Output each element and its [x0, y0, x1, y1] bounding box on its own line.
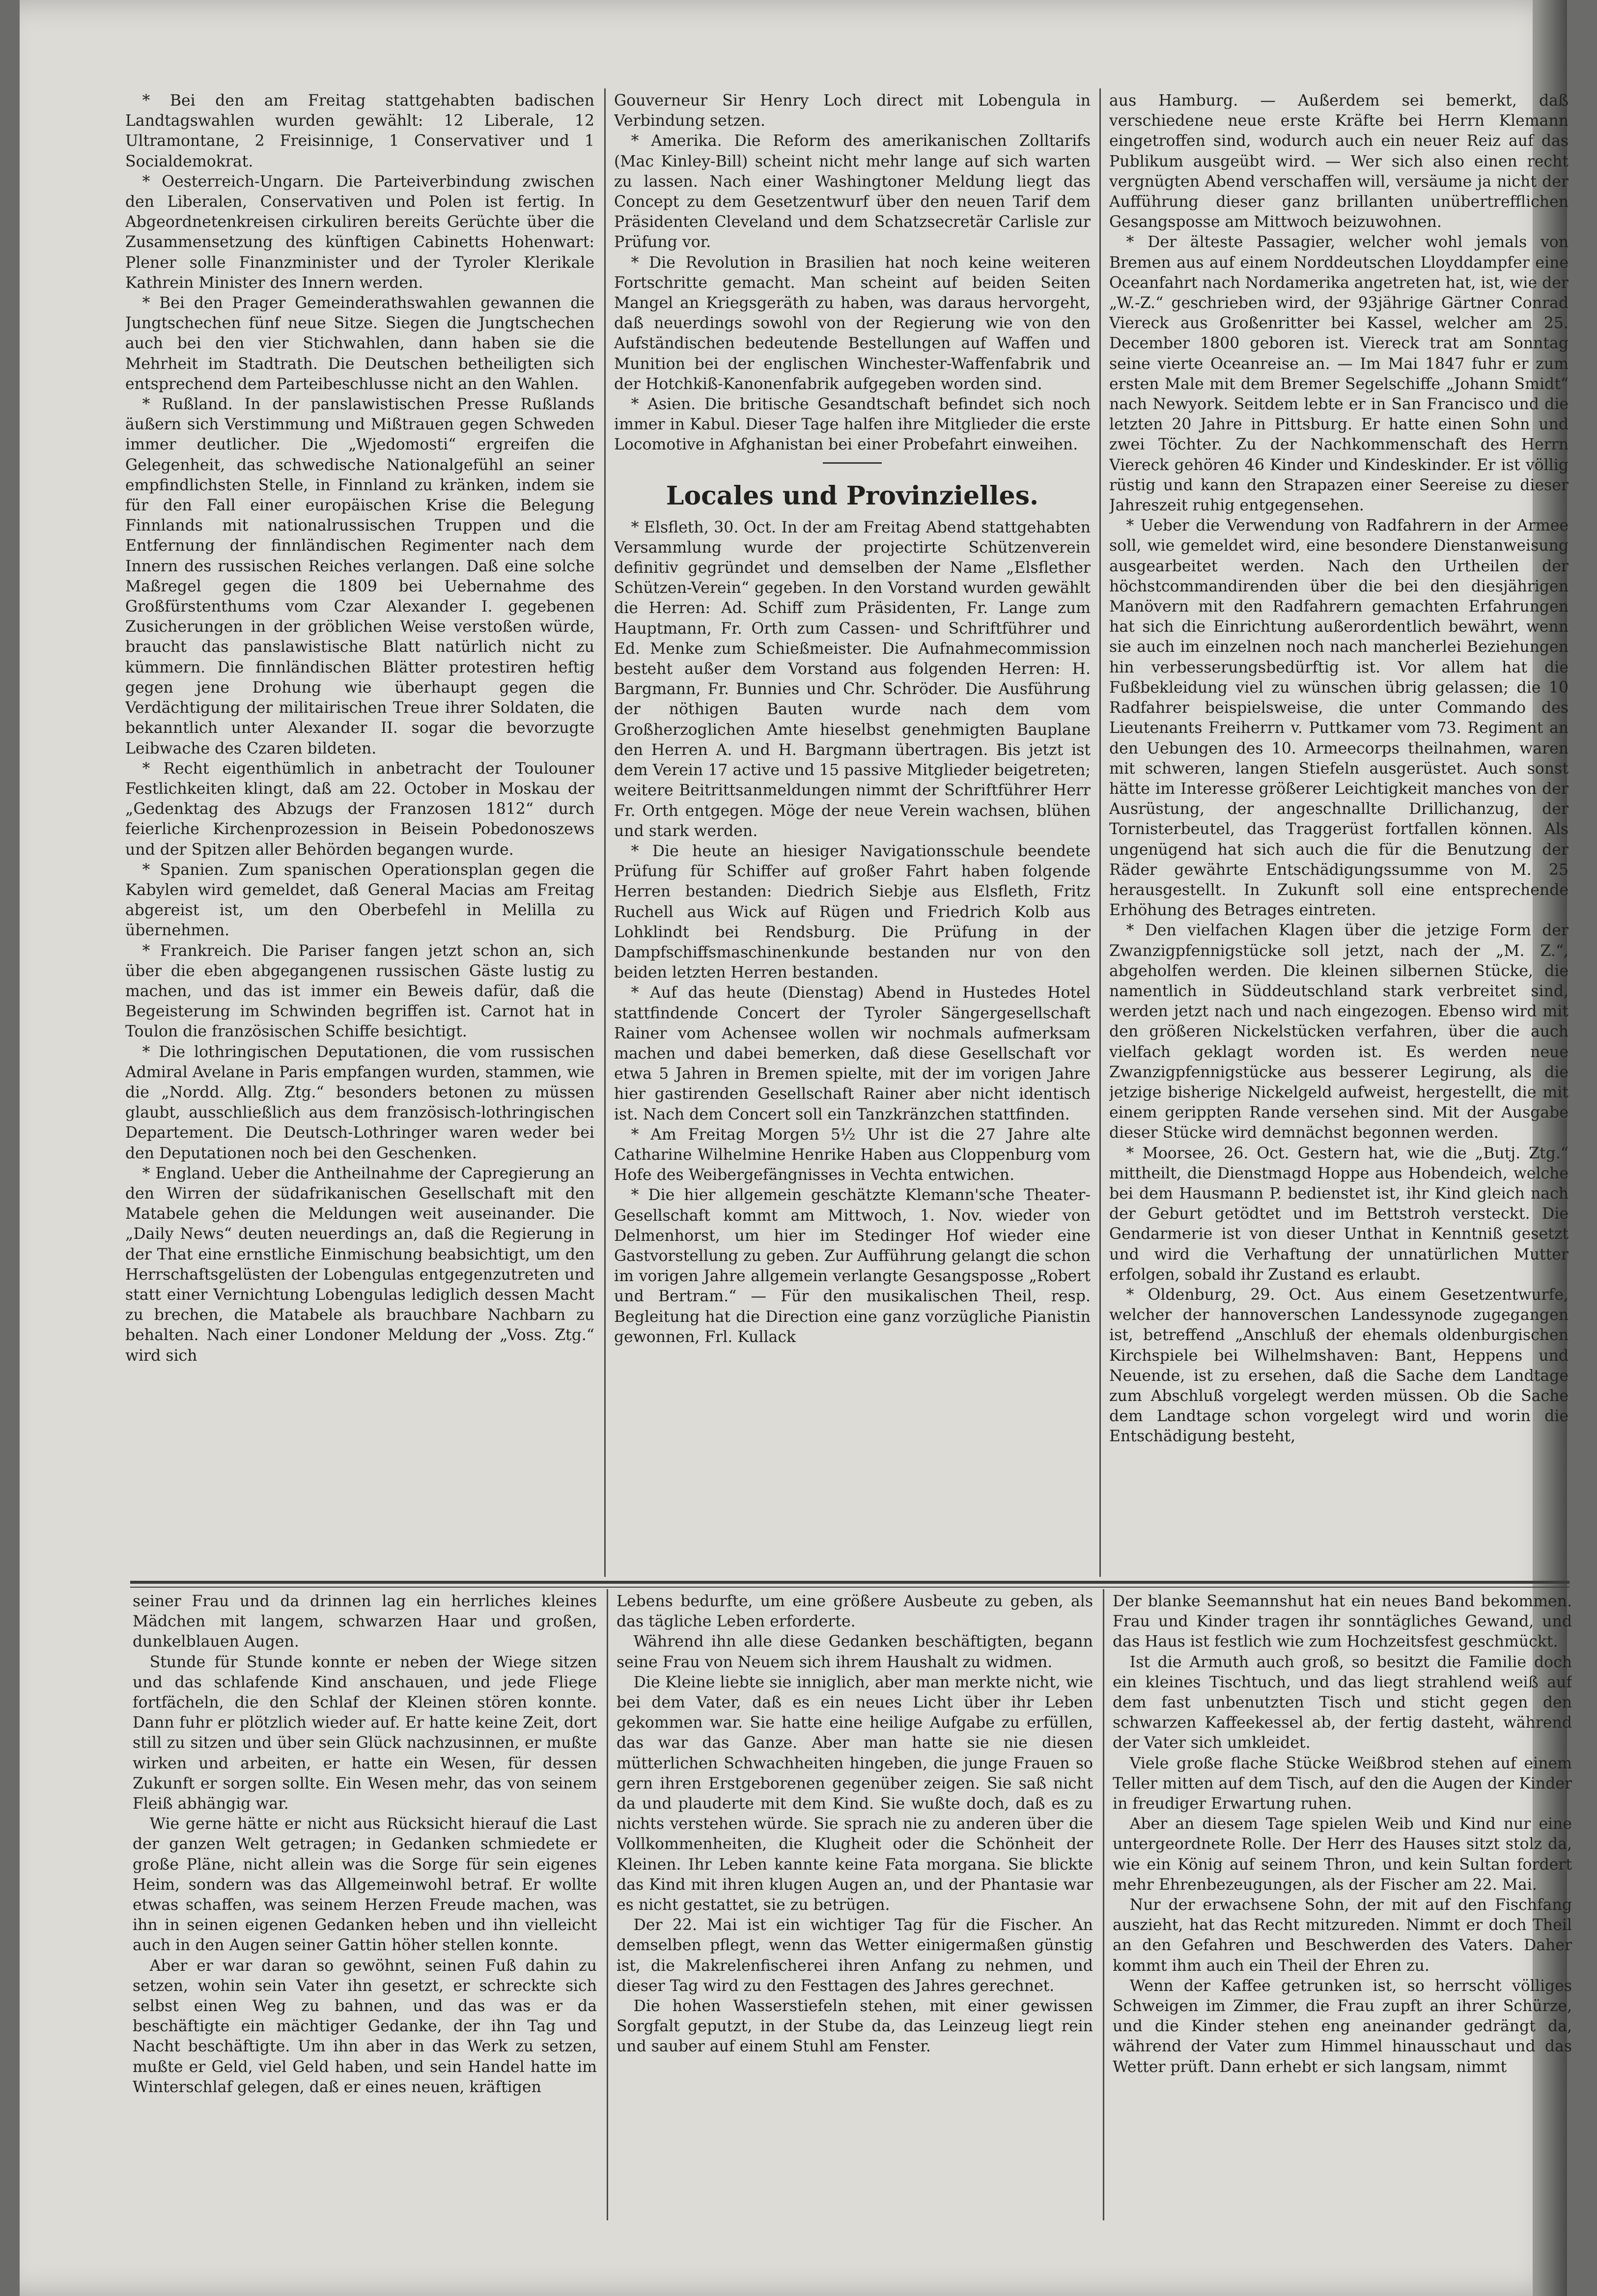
- paragraph: * Die lothringischen Deputationen, die vom russischen Admiral Avelane in Paris empfangen wurden, stammen, wie die „Nordd. Allg. Ztg.“ besonders betonen zu müssen glaubt, ausschließlich aus dem französisch-lothringischen Departement. Die Deutsch-Lothringer waren weder bei den Deputationen noch bei den Geschenken.: [125, 1043, 594, 1162]
- paragraph: * Rußland. In der panslawistischen Presse Rußlands äußern sich Verstimmung und Mißtrauen gegen Schweden immer deutlicher. Die „Wjedomosti“ ergreifen die Gelegenheit, das schwedische Nationalgefühl an seiner empfindlichsten Stelle, in Finnland zu kränken, indem sie für den Fall einer europäischen Krise die Belegung Finnlands mit nationalrussischen Truppen und die Entfernung der finnländischen Regimenter nach dem Innern des russischen Reiches verlangen. Daß eine solche Maßregel gegen die 1809 bei Uebernahme des Großfürstenthums vom Czar Alexander I. gegebenen Zusicherungen in der gröblichen Weise verstoßen würde, braucht das panslawistische Blatt natürlich nicht zu kümmern. Die finnländischen Blätter protestiren heftig gegen jene Drohung wie überhaupt gegen die Verdächtigung der militairischen Treue ihrer Soldaten, die bekanntlich unter Alexander II. sogar die bevorzugte Leibwache des Czaren bildeten.: [125, 395, 594, 757]
- paragraph: * Amerika. Die Reform des amerikanischen Zolltarifs (Mac Kinley-Bill) scheint nicht mehr lange auf sich warten zu lassen. Nach einer Washingtoner Meldung liegt das Concept zu dem Gesetzentwurf über den neuen Tarif dem Präsidenten Cleveland und dem Schatzsecretär Carlisle zur Prüfung vor.: [614, 132, 1091, 252]
- feuilleton-column-1: [133, 1592, 597, 2220]
- paragraph: Die Kleine liebte sie inniglich, aber man merkte nicht, wie bei dem Vater, daß es ein neues Licht über ihr Leben gekommen war. Sie hatte eine heilige Aufgabe zu erfüllen, das war das Ganze. Aber man hatte sie nie diesen mütterlichen Schwachheiten hingeben, die junge Frauen so gern ihren Erstgeborenen gegenüber zeigen. Sie saß nicht da und plauderte mit dem Kind. Sie wußte doch, daß es zu nichts verstehen würde. Sie sprach nie zu anderen über die Vollkommenheiten, die Klugheit oder die Schönheit der Kleinen. Ihr Leben kannte keine Fata morgana. Sie blickte das Kind mit ihren klugen Augen an, und der Phantasie war es nicht gestattet, sie zu betrügen.: [616, 1673, 1093, 1914]
- column-divider: [1099, 88, 1101, 1577]
- news-column-1: [125, 91, 594, 1577]
- feuilleton-column-3: [1113, 1592, 1572, 2220]
- paragraph: Die hohen Wasserstiefeln stehen, mit einer gewissen Sorgfalt geputzt, in der Stube da, das Leinzeug liegt rein und sauber auf einem Stuhl am Fenster.: [616, 1997, 1093, 2056]
- paragraph: Gouverneur Sir Henry Loch direct mit Lobengula in Verbindung setzen.: [614, 92, 1091, 130]
- paragraph: * Bei den am Freitag stattgehabten badischen Landtagswahlen wurden gewählt: 12 Liberale, 12 Ultramontane, 2 Freisinnige, 1 Conservativer und 1 Socialdemokrat.: [125, 92, 594, 170]
- paragraph: Stunde für Stunde konnte er neben der Wiege sitzen und das schlafende Kind anschauen, und jede Fliege fortfächeln, die den Schlaf der Kleinen stören konnte. Dann fuhr er plötzlich wieder auf. Er hatte keine Zeit, dort still zu sitzen und über sein Glück nachzusinnen, er mußte wirken und arbeiten, er hatte ein Wesen, für dessen Zukunft er sorgen sollte. Ein Wesen mehr, das von seinem Fleiß abhängig war.: [133, 1653, 597, 1813]
- newspaper-page: [20, 0, 1572, 2296]
- column-divider: [604, 88, 606, 1577]
- paragraph: * Asien. Die britische Gesandtschaft befindet sich noch immer in Kabul. Dieser Tage halfen ihre Mitglieder die erste Locomotive in Afghanistan bei einer Probefahrt einweihen.: [614, 395, 1091, 454]
- news-column-2-local: [614, 518, 1091, 1347]
- paragraph: Wie gerne hätte er nicht aus Rücksicht hierauf die Last der ganzen Welt getragen; in Gedanken schmiedete er große Pläne, nicht allein was die Sorge für sein eigenes Heim, sondern was das Allgemeinwohl betraf. Er wollte etwas schaffen, was seinem Herzen Freude machen, was ihn in seinen eigenen Gedanken heben und ihn vielleicht auch in den Augen seiner Gattin höher stellen konnte.: [133, 1815, 597, 1955]
- paragraph: * England. Ueber die Antheilnahme der Capregierung an den Wirren der südafrikanischen Gesellschaft mit den Matabele gehen die Meldungen weit auseinander. Die „Daily News“ deuten neuerdings an, daß die Regierung in der That eine ernstliche Einmischung beabsichtigt, um den Herrschaftsgelüsten der Lobengulas entgegenzutreten und statt einer Vernichtung Lobengulas lediglich dessen Macht zu brechen, die Matabele als brauchbare Nachbarn zu behalten. Nach einer Londoner Meldung der „Voss. Ztg.“ wird sich: [125, 1164, 594, 1365]
- paragraph: * Den vielfachen Klagen über die jetzige Form der Zwanzigpfennigstücke soll jetzt, nach der „M. Z.“, abgeholfen werden. Die kleinen silbernen Stücke, die namentlich in Süddeutschland stark verbreitet sind, werden jetzt nach und nach eingezogen. Ebenso wird mit den größeren Nickelstücken verfahren, über die auch vielfach geklagt worden ist. Es werden neue Zwanzigpfennigstücke aus besserer Legirung, als die jetzige bisherige Nickelgeld aufweist, hergestellt, die mit einem gerippten Rande versehen sind. Mit der Ausgabe dieser Stücke wird demnächst begonnen werden.: [1109, 922, 1569, 1142]
- paragraph: Der blanke Seemannshut hat ein neues Band bekommen. Frau und Kinder tragen ihr sonntägliches Gewand, und das Haus ist festlich wie zum Hochzeitsfest geschmückt.: [1113, 1593, 1572, 1651]
- column-divider: [607, 1589, 608, 2220]
- paragraph: * Elsfleth, 30. Oct. In der am Freitag Abend stattgehabten Versammlung wurde der projectirte Schützenverein definitiv gegründet und demselben der Name „Elsflether Schützen-Verein“ gegeben. In den Vorstand wurden gewählt die Herren: Ad. Schiff zum Präsidenten, Fr. Lange zum Hauptmann, Fr. Orth zum Cassen- und Schriftführer und Ed. Menke zum Schießmeister. Die Aufnahmecommission besteht außer dem Vorstand aus folgenden Herren: H. Bargmann, Fr. Bunnies und Chr. Schröder. Die Ausführung der nöthigen Bauten wurde nach dem vom Großherzoglichen Amte hieselbst genehmigten Bauplane den Herren A. und H. Bargmann übertragen. Bis jetzt ist dem Verein 17 active und 15 passive Mitglieder beigetreten; weitere Beitrittsanmeldungen nimmt der Schriftführer Herr Fr. Orth entgegen. Möge der neue Verein wachsen, blühen und stark werden.: [614, 518, 1091, 840]
- paragraph: * Die hier allgemein geschätzte Klemann'sche Theater-Gesellschaft kommt am Mittwoch, 1. Nov. wieder von Delmenhorst, um hier im Stedinger Hof wieder eine Gastvorstellung zu geben. Zur Aufführung gelangt die schon im vorigen Jahre allgemein verlangte Gesangsposse „Robert und Bertram.“ — Für den musikalischen Theil, resp. Begleitung hat die Direction eine ganz vorzügliche Pianistin gewonnen, Frl. Kullack: [614, 1186, 1091, 1346]
- feuilleton-column-2: [616, 1592, 1093, 2220]
- feuilleton-rule-thin: [130, 1587, 1569, 1588]
- paragraph: * Spanien. Zum spanischen Operationsplan gegen die Kabylen wird gemeldet, daß General Macias am Freitag abgereist ist, um den Oberbefehl in Melilla zu übernehmen.: [125, 861, 594, 940]
- paragraph: * Frankreich. Die Pariser fangen jetzt schon an, sich über die eben abgegangenen russischen Gäste lustig zu machen, und das ist immer ein Beweis dafür, daß die Begeisterung im Schwinden begriffen ist. Carnot hat in Toulon die französischen Schiffe besichtigt.: [125, 942, 594, 1041]
- feuilleton-rule: [130, 1581, 1569, 1584]
- paragraph: * Recht eigenthümlich in anbetracht der Toulouner Festlichkeiten klingt, daß am 22. October in Moskau der „Gedenktag des Abzugs der Franzosen 1812“ durch feierliche Kirchenprozession in Beisein Pobedonoszews und der Spitzen aller Behörden begangen wurde.: [125, 759, 594, 859]
- paragraph: * Am Freitag Morgen 5½ Uhr ist die 27 Jahre alte Catharine Wilhelmine Henrike Haben aus Cloppenburg vom Hofe des Weibergefängnisses in Vechta entwichen.: [614, 1125, 1091, 1184]
- column-divider: [1103, 1589, 1104, 2220]
- paragraph: Aber er war daran so gewöhnt, seinen Fuß dahin zu setzen, wohin sein Vater ihn gesetzt, er schreckte sich selbst einen Weg zu bahnen, und das was er da beschäftigte ein mächtiger Gedanke, der ihn Tag und Nacht beschäftigte. Um ihn aber in das Werk zu setzen, mußte er Geld, viel Geld haben, und sein Handel hatte im Winterschlaf gelegen, daß er eines neuen, kräftigen: [133, 1957, 597, 2096]
- section-rule: [823, 462, 882, 464]
- paragraph: * Oesterreich-Ungarn. Die Parteiverbindung zwischen den Liberalen, Conservativen und Polen ist fertig. In Abgeordnetenkreisen cirkuliren bereits Gerüchte über die Zusammensetzung des künftigen Cabinetts Hohenwart: Plener solle Finanzminister und der Tyroler Klerikale Kathrein Minister des Innern werden.: [125, 172, 594, 292]
- paragraph: * Oldenburg, 29. Oct. Aus einem Gesetzentwurfe, welcher der hannoverschen Landessynode zugegangen ist, betreffend „Anschluß der ehemals oldenburgischen Kirchspiele bei Wilhelmshaven: Bant, Heppens und Neuende, ist zu ersehen, daß die Sache dem Landtage zum Abschluß vorgelegt werden müssen. Ob die Sache dem Landtage schon vorgelegt wird und worin die Entschädigung besteht,: [1109, 1286, 1569, 1446]
- paragraph: Nur der erwachsene Sohn, der mit auf den Fischfang auszieht, hat das Recht mitzureden. Nimmt er doch Theil an den Gefahren und Beschwerden des Vaters. Daher kommt ihm auch ein Theil der Ehren zu.: [1113, 1896, 1572, 1975]
- paragraph: Lebens bedurfte, um eine größere Ausbeute zu geben, als das tägliche Leben erforderte.: [616, 1593, 1093, 1631]
- paragraph: * Auf das heute (Dienstag) Abend in Hustedes Hotel stattfindende Concert der Tyroler Sängergesellschaft Rainer vom Achensee wollen wir nochmals aufmerksam machen und dabei bemerken, daß diese Gesellschaft vor etwa 5 Jahren in Bremen spielte, mit der im vorigen Jahre hier gastirenden Gesellschaft Rainer aber nicht identisch ist. Nach dem Concert soll ein Tanzkränzchen stattfinden.: [614, 984, 1091, 1123]
- paragraph: * Moorsee, 26. Oct. Gestern hat, wie die „Butj. Ztg.“ mittheilt, die Dienstmagd Hoppe aus Hobendeich, welche bei dem Hausmann P. bedienstet ist, ihr Kind gleich nach der Geburt getödtet und im Bettstroh versteckt. Die Gendarmerie ist von dieser Unthat in Kenntniß gesetzt und wird die Verhaftung der unnatürlichen Mutter erfolgen, sobald ihr Zustand es erlaubt.: [1109, 1144, 1569, 1284]
- paragraph: * Ueber die Verwendung von Radfahrern in der Armee soll, wie gemeldet wird, eine besondere Dienstanweisung ausgearbeitet werden. Nach den Urtheilen der höchstcommandirenden über die bei den diesjährigen Manövern mit den Radfahrern gemachten Erfahrungen hat sich die Einrichtung außerordentlich bewährt, wenn sie auch im einzelnen noch nach mancherlei Beziehungen hin verbesserungsbedürftig ist. Vor allem hat die Fußbekleidung viel zu wünschen übrig gelassen; die 10 Radfahrer beispielsweise, die unter Commando des Lieutenants Freiherrn v. Puttkamer vom 73. Regiment an den Uebungen des 10. Armeecorps theilnahmen, waren mit schweren, langen Stiefeln ausgerüstet. Auch sonst hätte im Interesse größerer Leichtigkeit manches von der Ausrüstung, der angeschnallte Drillichanzug, der Tornisterbeutel, das Traggerüst fortfallen können. Als ungenügend hat sich auch die für die Benutzung der Räder gewährte Entschädigungssumme von M. 25 herausgestellt. In Zukunft soll eine entsprechende Erhöhung des Betrages eintreten.: [1109, 517, 1569, 920]
- paragraph: Ist die Armuth auch groß, so besitzt die Familie doch ein kleines Tischtuch, und das liegt strahlend weiß auf dem fast unbenutzten Tisch und sticht gegen den schwarzen Kaffeekessel ab, der fertig dasteht, während der Vater sich umkleidet.: [1113, 1653, 1572, 1752]
- news-column-2-foreign: [614, 91, 1091, 455]
- paragraph: * Der älteste Passagier, welcher wohl jemals von Bremen aus auf einem Norddeutschen Lloyddampfer eine Oceanfahrt nach Nordamerika angetreten hat, ist, wie der „W.-Z.“ geschrieben wird, der 93jährige Gärtner Conrad Viereck aus Großenritter bei Kassel, welcher am 25. December 1800 geboren ist. Viereck trat am Sonntag seine vierte Oceanreise an. — Im Mai 1847 fuhr er zum ersten Male mit dem Bremer Segelschiffe „Johann Smidt“ nach Newyork. Seitdem lebte er in San Francisco und die letzten 20 Jahre in Pittsburg. Er hatte einen Sohn und zwei Töchter. Zu der Nachkommenschaft des Herrn Viereck gehören 46 Kinder und Kindeskinder. Er ist völlig rüstig und kann den Strapazen einer Seereise zu dieser Jahreszeit ruhig entgegensehen.: [1109, 233, 1569, 515]
- paragraph: * Die Revolution in Brasilien hat noch keine weiteren Fortschritte gemacht. Man scheint auf beiden Seiten Mangel an Kriegsgeräth zu haben, was daraus hervorgeht, daß neuerdings sowohl von der Regierung wie von den Aufständischen bedeutende Bestellungen auf Waffen und Munition bei der englischen Winchester-Waffenfabrik und der Hotchkiß-Kanonenfabrik aufgegeben worden sind.: [614, 253, 1091, 393]
- paragraph: * Die heute an hiesiger Navigationsschule beendete Prüfung für Schiffer auf großer Fahrt haben folgende Herren bestanden: Diedrich Siebje aus Elsfleth, Fritz Ruchell aus Wick auf Rügen und Friedrich Kolb aus Lohklindt bei Rendsburg. Die Prüfung in der Dampfschiffsmaschinenkunde bestanden nur von den beiden letzten Herren bestanden.: [614, 842, 1091, 982]
- news-column-2: [614, 91, 1091, 1577]
- paragraph: Viele große flache Stücke Weißbrod stehen auf einem Teller mitten auf dem Tisch, auf den die Augen der Kinder in freudiger Erwartung ruhen.: [1113, 1754, 1572, 1813]
- paragraph: seiner Frau und da drinnen lag ein herrliches kleines Mädchen mit langem, schwarzen Haar und großen, dunkelblauen Augen.: [133, 1593, 597, 1651]
- paragraph: Während ihn alle diese Gedanken beschäftigten, begann seine Frau von Neuem sich ihrem Haushalt zu widmen.: [616, 1633, 1093, 1671]
- news-column-3: [1109, 91, 1569, 1577]
- paragraph: Wenn der Kaffee getrunken ist, so herrscht völliges Schweigen im Zimmer, die Frau zupft an ihrer Schürze, und die Kinder stehen eng aneinander gedrängt da, während der Vater zum Himmel hinausschaut und das Wetter prüft. Dann erhebt er sich langsam, nimmt: [1113, 1977, 1572, 2076]
- paragraph: * Bei den Prager Gemeinderathswahlen gewannen die Jungtschechen fünf neue Sitze. Siegen die Jungtschechen auch bei den vier Stichwahlen, dann haben sie die Mehrheit im Stadtrath. Die Deutschen betheiligten sich entsprechend dem Parteibeschlusse nicht an den Wahlen.: [125, 294, 594, 393]
- section-heading-locales: Locales und Provinzielles.: [666, 480, 1039, 511]
- paragraph: aus Hamburg. — Außerdem sei bemerkt, daß verschiedene neue erste Kräfte bei Herrn Klemann eingetroffen sind, wodurch auch ein neuer Reiz auf das Publikum ausgeübt wird. — Wer sich also einen recht vergnügten Abend verschaffen will, versäume ja nicht der Aufführung dieser ganz brillanten unübertrefflichen Gesangsposse am Mittwoch beizuwohnen.: [1109, 92, 1569, 231]
- paragraph: Aber an diesem Tage spielen Weib und Kind nur eine untergeordnete Rolle. Der Herr des Hauses sitzt stolz da, wie ein König auf seinem Thron, und kein Sultan fordert mehr Ehrenbezeugungen, als der Fischer am 22. Mai.: [1113, 1815, 1572, 1894]
- paragraph: Der 22. Mai ist ein wichtiger Tag für die Fischer. An demselben pflegt, wenn das Wetter einigermaßen günstig ist, die Makrelenfischerei ihren Anfang zu nehmen, und dieser Tag wird zu den Festtagen des Jahres gerechnet.: [616, 1916, 1093, 1995]
